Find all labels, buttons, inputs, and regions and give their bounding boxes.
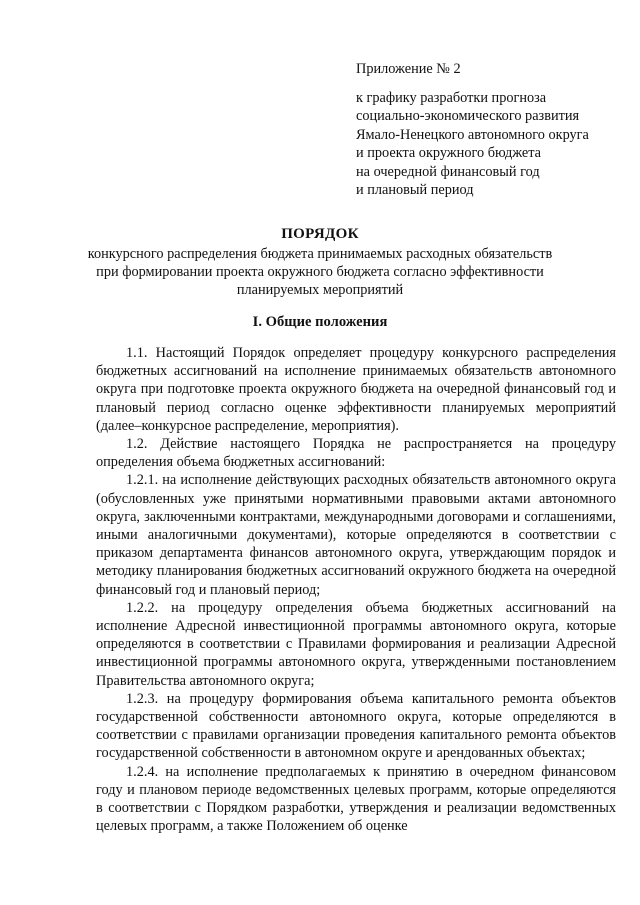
subtitle-line: при формировании проекта окружного бюджета согласно эффективности (96, 264, 544, 280)
paragraph-1-2-1: 1.2.1. на исполнение действующих расходных обязательств автономного округа (обусловленных уже принятыми нормативными правовыми актами автономного округа, заключенными контрактами, международными договорами и соглашениями, иными аналогичными документами), которые определяются в соответствии с приказом департамента финансов автономного округа, утверждающим порядок и методику планирования бюджетных ассигнований окружного бюджета на очередной финансовый год и плановый период; (96, 472, 616, 598)
appendix-line: Ямало-Ненецкого автономного округа (356, 126, 589, 143)
paragraph-1-2-3: 1.2.3. на процедуру формирования объема капитального ремонта объектов государственной собственности автономного округа, которые определяются в соответствии с правилами организации проведения капитального ремонта объектов государственной собственности в автономном округе и арендованных объектах; (96, 690, 616, 762)
appendix-block (356, 60, 616, 200)
appendix-line: на очередной финансовый год (356, 163, 540, 180)
document-subtitle (80, 245, 560, 299)
appendix-line: и проекта окружного бюджета (356, 145, 542, 161)
paragraph-1-1: 1.1. Настоящий Порядок определяет процедуру конкурсного распределения бюджетных ассигнований на исполнение принимаемых обязательств автономного округа при подготовке проекта окружного бюджета на очередной финансовый год и плановый период согласно оценке эффективности планируемых мероприятий (далее–конкурсное распределение, мероприятия). (96, 345, 616, 434)
appendix-line: и плановый период (356, 182, 474, 198)
section-heading: I. Общие положения (252, 314, 388, 330)
appendix-line: социально-экономического развития (356, 108, 580, 124)
subtitle-line: конкурсного распределения бюджета принимаемых расходных обязательств (87, 246, 553, 262)
document-body (96, 344, 616, 835)
paragraph-1-2-4: 1.2.4. на исполнение предполагаемых к принятию в очередном финансовом году и плановом периоде ведомственных целевых программ, которые определяются в соответствии с Порядком разработки, утверждения и реализации ведомственных целевых программ, а также Положением об оценке (96, 763, 616, 835)
subtitle-line: планируемых мероприятий (236, 282, 404, 298)
paragraph-1-2-2: 1.2.2. на процедуру определения объема бюджетных ассигнований на исполнение Адресной инвестиционной программы автономного округа, которые определяются в соответствии с Правилами формирования и реализации Адресной инвестиционной программы автономного округа, утвержденными постановлением Правительства автономного округа; (96, 599, 616, 689)
document-title: ПОРЯДОК (281, 226, 359, 242)
paragraph-1-2: 1.2. Действие настоящего Порядка не распространяется на процедуру определения объема бюджетных ассигнований: (96, 436, 616, 471)
appendix-title: Приложение № 2 (356, 61, 461, 77)
appendix-line: к графику разработки прогноза (356, 89, 547, 106)
